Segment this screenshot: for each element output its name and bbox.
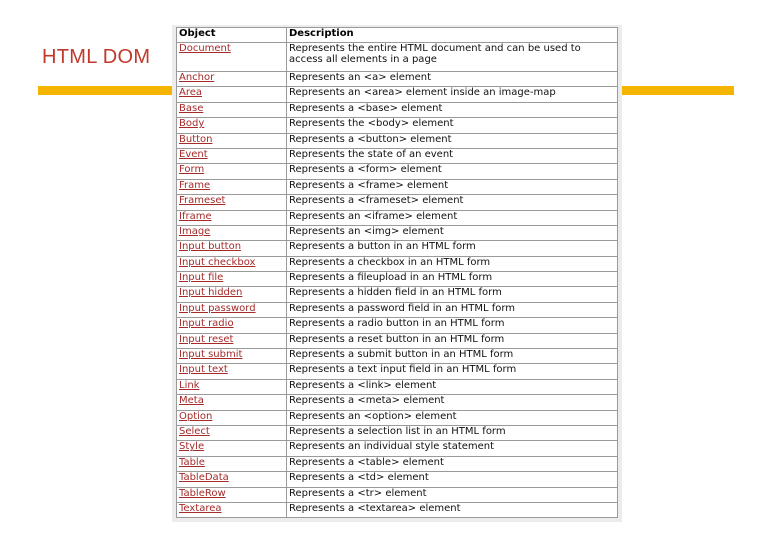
description-cell: Represents a password field in an HTML form	[287, 302, 618, 317]
object-cell	[177, 441, 287, 456]
table-row	[177, 164, 618, 179]
description-cell: Represents an <a> element	[287, 72, 618, 87]
table-row	[177, 179, 618, 194]
table-row	[177, 487, 618, 502]
object-cell	[177, 472, 287, 487]
object-link[interactable]: Link	[179, 379, 200, 391]
object-cell	[177, 148, 287, 163]
object-cell	[177, 395, 287, 410]
description-cell: Represents a <base> element	[287, 102, 618, 117]
table-row	[177, 472, 618, 487]
object-cell	[177, 487, 287, 502]
object-cell	[177, 287, 287, 302]
dom-objects-table	[176, 27, 618, 518]
object-cell	[177, 241, 287, 256]
description-cell: Represents the state of an event	[287, 148, 618, 163]
object-link[interactable]: Select	[179, 425, 210, 437]
object-cell	[177, 164, 287, 179]
description-cell: Represents a fileupload in an HTML form	[287, 272, 618, 287]
object-link[interactable]: Document	[179, 43, 231, 54]
object-link[interactable]: Table	[179, 456, 205, 468]
description-cell: Represents a reset button in an HTML form	[287, 333, 618, 348]
object-cell	[177, 118, 287, 133]
object-link[interactable]: Iframe	[179, 210, 212, 222]
description-cell: Represents a <form> element	[287, 164, 618, 179]
object-cell	[177, 379, 287, 394]
object-link[interactable]: Style	[179, 441, 205, 453]
object-cell	[177, 318, 287, 333]
object-link[interactable]: Input file	[179, 272, 224, 284]
object-link[interactable]: Input checkbox	[179, 256, 256, 268]
description-cell: Represents an <iframe> element	[287, 210, 618, 225]
table-row	[177, 318, 618, 333]
table-row	[177, 333, 618, 348]
object-cell	[177, 43, 287, 72]
table-row	[177, 87, 618, 102]
object-cell	[177, 195, 287, 210]
column-header-description: Description	[287, 28, 618, 43]
object-cell	[177, 256, 287, 271]
object-cell	[177, 102, 287, 117]
object-link[interactable]: Textarea	[179, 502, 222, 514]
table-row	[177, 364, 618, 379]
table-row	[177, 410, 618, 425]
object-cell	[177, 133, 287, 148]
object-cell	[177, 72, 287, 87]
table-row	[177, 256, 618, 271]
description-cell: Represents a <frameset> element	[287, 195, 618, 210]
table-row	[177, 195, 618, 210]
object-link[interactable]: TableData	[179, 472, 229, 484]
description-cell: Represents an <option> element	[287, 410, 618, 425]
column-header-object: Object	[177, 28, 287, 43]
description-cell: Represents a checkbox in an HTML form	[287, 256, 618, 271]
description-cell: Represents a <link> element	[287, 379, 618, 394]
table-body	[177, 43, 618, 518]
description-cell: Represents a button in an HTML form	[287, 241, 618, 256]
object-cell	[177, 210, 287, 225]
description-cell: Represents a submit button in an HTML form	[287, 349, 618, 364]
table-row	[177, 118, 618, 133]
object-link[interactable]: Image	[179, 225, 211, 237]
object-link[interactable]: Frameset	[179, 195, 226, 207]
object-cell	[177, 425, 287, 440]
object-link[interactable]: Area	[179, 87, 203, 99]
object-cell	[177, 87, 287, 102]
object-cell	[177, 410, 287, 425]
description-cell: Represents a <textarea> element	[287, 502, 618, 517]
table-row	[177, 43, 618, 72]
description-cell: Represents an <img> element	[287, 225, 618, 240]
description-cell: Represents an <area> element inside an image-map	[287, 87, 618, 102]
table-header-row	[177, 28, 618, 43]
table-row	[177, 272, 618, 287]
object-cell	[177, 225, 287, 240]
table-row	[177, 379, 618, 394]
object-link[interactable]: Frame	[179, 179, 211, 191]
description-cell: Represents a <meta> element	[287, 395, 618, 410]
description-cell: Represents the <body> element	[287, 118, 618, 133]
description-cell: Represents a selection list in an HTML form	[287, 425, 618, 440]
object-cell	[177, 333, 287, 348]
table-row	[177, 425, 618, 440]
description-cell: Represents a text input field in an HTML form	[287, 364, 618, 379]
description-cell: Represents an individual style statement	[287, 441, 618, 456]
object-link[interactable]: Anchor	[179, 72, 215, 83]
table-row	[177, 102, 618, 117]
table-row	[177, 133, 618, 148]
slide-title: HTML DOM	[42, 46, 151, 68]
object-cell	[177, 349, 287, 364]
object-link[interactable]: Meta	[179, 395, 204, 407]
object-link[interactable]: Input hidden	[179, 287, 243, 299]
table-row	[177, 225, 618, 240]
object-link[interactable]: Input password	[179, 302, 256, 314]
table-row	[177, 395, 618, 410]
object-link[interactable]: Body	[179, 118, 205, 130]
object-cell	[177, 179, 287, 194]
table-row	[177, 72, 618, 87]
table-row	[177, 148, 618, 163]
description-cell: Represents a radio button in an HTML form	[287, 318, 618, 333]
object-link[interactable]: Event	[179, 148, 208, 160]
object-link[interactable]: TableRow	[179, 487, 226, 499]
table-row	[177, 302, 618, 317]
object-cell	[177, 502, 287, 517]
table-row	[177, 349, 618, 364]
object-link[interactable]: Input button	[179, 241, 242, 253]
description-cell: Represents a <button> element	[287, 133, 618, 148]
object-link[interactable]: Option	[179, 410, 213, 422]
description-cell: Represents a <table> element	[287, 456, 618, 471]
object-link[interactable]: Input radio	[179, 318, 234, 330]
table-row	[177, 287, 618, 302]
table-row	[177, 241, 618, 256]
dom-objects-table-frame	[172, 25, 622, 522]
table-row	[177, 441, 618, 456]
object-link[interactable]: Button	[179, 133, 213, 145]
object-link[interactable]: Form	[179, 164, 205, 176]
object-link[interactable]: Input submit	[179, 349, 243, 361]
object-link[interactable]: Input reset	[179, 333, 234, 345]
table-row	[177, 502, 618, 517]
description-cell: Represents the entire HTML document and can be used to access all elements in a page	[287, 43, 618, 72]
object-cell	[177, 272, 287, 287]
object-link[interactable]: Input text	[179, 364, 228, 376]
object-link[interactable]: Base	[179, 102, 204, 114]
table-row	[177, 456, 618, 471]
table-row	[177, 210, 618, 225]
description-cell: Represents a <td> element	[287, 472, 618, 487]
description-cell: Represents a <frame> element	[287, 179, 618, 194]
object-cell	[177, 364, 287, 379]
object-cell	[177, 302, 287, 317]
description-cell: Represents a hidden field in an HTML form	[287, 287, 618, 302]
description-cell: Represents a <tr> element	[287, 487, 618, 502]
object-cell	[177, 456, 287, 471]
